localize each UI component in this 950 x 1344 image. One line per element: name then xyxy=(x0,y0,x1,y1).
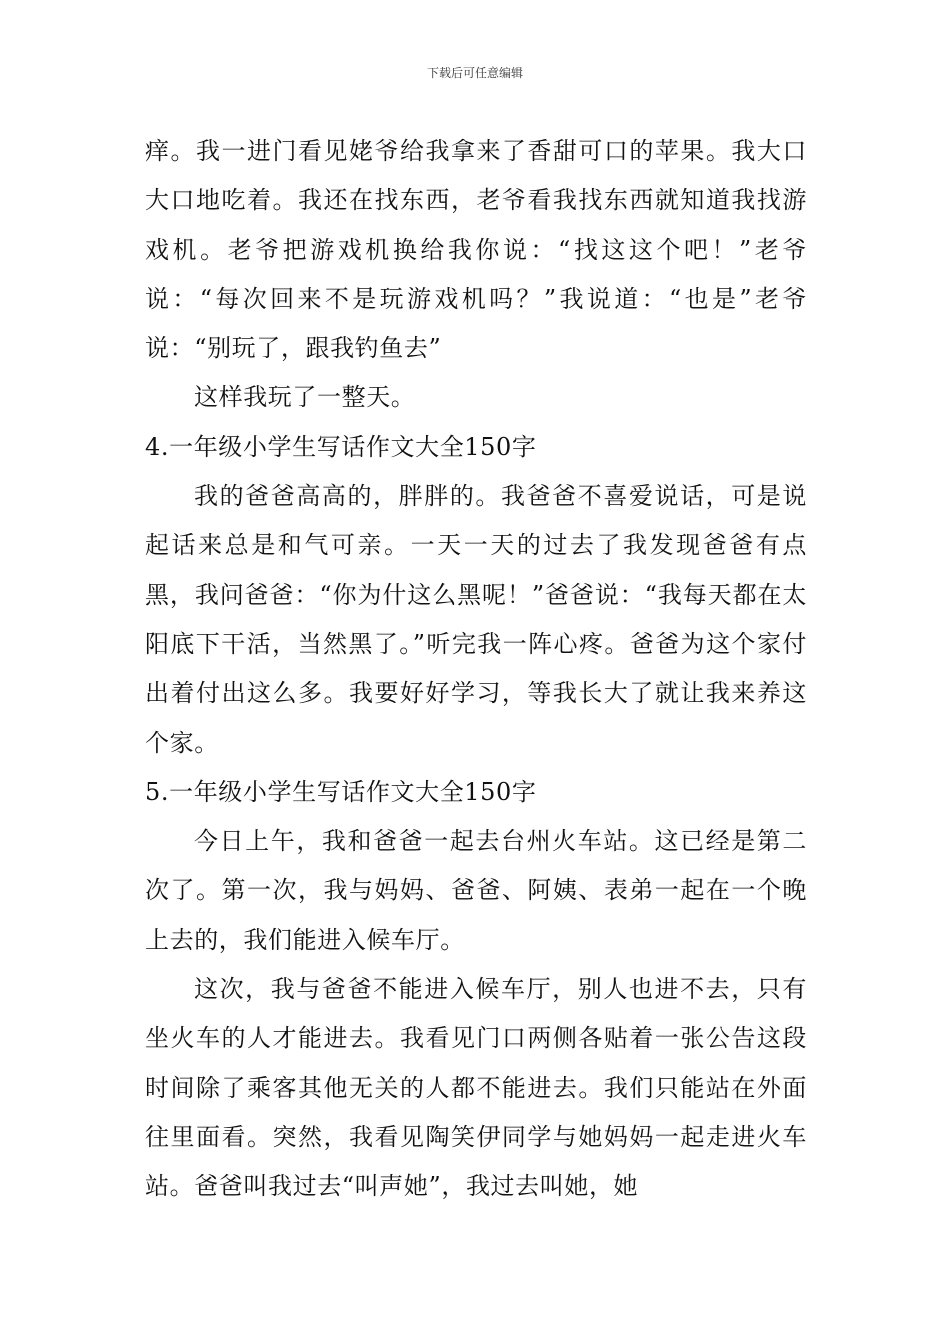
paragraph-essay-5-part-2: 这次，我与爸爸不能进入候车厅，别人也进不去，只有坐火车的人才能进去。我看见门口两侧各贴着一张公告这段时间除了乘客其他无关的人都不能进去。我们只能站在外面往里面看。突然，我看见陶笑伊同学与她妈妈一起走进火车站。爸爸叫我过去“叫声她”，我过去叫她，她 xyxy=(145,975,807,1201)
section-heading-4: 4.一年级小学生写话作文大全150字 xyxy=(145,432,537,461)
paragraph-conclusion: 这样我玩了一整天。 xyxy=(194,383,416,412)
paragraph-essay-4: 我的爸爸高高的，胖胖的。我爸爸不喜爱说话，可是说起话来总是和气可亲。一天一天的过去了我发现爸爸有点黑，我问爸爸：“你为什这么黑呢！”爸爸说：“我每天都在太阳底下干活，当然黑了。”听完我一阵心疼。爸爸为这个家付出着付出这么多。我要好好学习，等我长大了就让我来养这个家。 xyxy=(145,482,807,757)
paragraph-continuation: 痒。我一进门看见姥爷给我拿来了香甜可口的苹果。我大口大口地吃着。我还在找东西，老爷看我找东西就知道我找游戏机。老爷把游戏机换给我你说：“找这这个吧！”老爷说：“每次回来不是玩游戏机吗？”我说道：“也是”老爷说：“别玩了，跟我钓鱼去” xyxy=(145,137,807,363)
paragraph-essay-5-part-1: 今日上午，我和爸爸一起去台州火车站。这已经是第二次了。第一次，我与妈妈、爸爸、阿姨、表弟一起在一个晚上去的，我们能进入候车厅。 xyxy=(145,827,807,954)
section-heading-5: 5.一年级小学生写话作文大全150字 xyxy=(145,777,537,806)
page-header: 下载后可任意编辑 xyxy=(426,66,523,80)
document-body xyxy=(145,127,807,1212)
